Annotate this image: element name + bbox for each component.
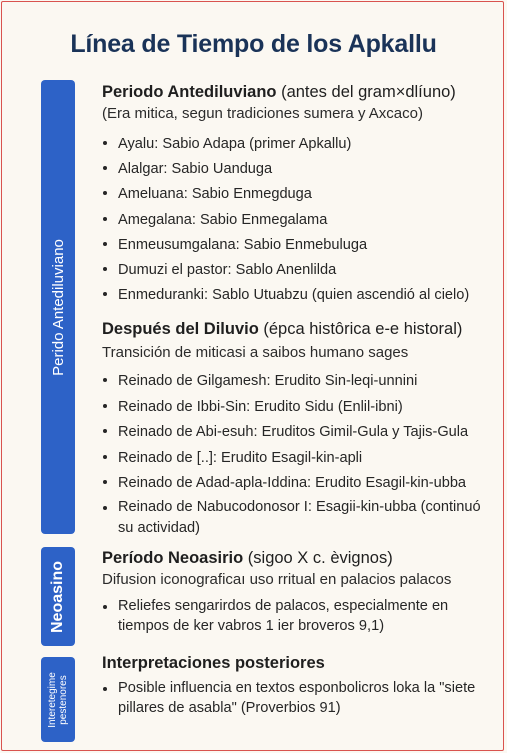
section-heading [102, 81, 497, 103]
list-item: Posible influencia en textos esponbolicros loka la "siete pillares de asabla" (Proverbios 91) [102, 678, 497, 718]
section-heading [102, 547, 497, 569]
section-heading-bold: Período Neoasirio [102, 549, 244, 567]
section-subtitle: (Era mitica, segun tradiciones sumera y Axcaco) [102, 105, 423, 122]
band-interpretaciones-label: Interetegime pestenores [47, 671, 69, 728]
list-item: Reinado de Abi-esuh: Eruditos Gimil-Gula y Tajis-Gula [102, 420, 497, 446]
detail-list [102, 596, 497, 636]
section-heading-rest: (sigoo X c. èvignos) [243, 549, 393, 567]
section-heading [102, 652, 497, 674]
sage-list [102, 132, 497, 308]
page-title: Línea de Tiempo de los Apkallu [70, 30, 437, 58]
list-item: Amegalana: Sabio Enmegalama [102, 208, 497, 233]
list-item: Enmeduranki: Sablo Utuabzu (quien ascendió al cielo) [102, 283, 497, 308]
list-item: Ameluana: Sabio Enmegduga [102, 182, 497, 207]
list-item: Reliefes sengarirdos de palacos, especialmente en tiempos de ker vabros 1 ier broveros 9,1) [102, 596, 497, 636]
list-item: Enmeusumgalana: Sabio Enmebuluga [102, 233, 497, 258]
detail-list [102, 678, 497, 718]
section-heading-bold: Interpretaciones posteriores [102, 654, 325, 672]
list-item: Ayalu: Sabio Adapa (primer Apkallu) [102, 132, 497, 157]
section-heading-rest: (épca histôrica e-e historal) [258, 320, 463, 338]
section-heading [102, 318, 497, 340]
list-item: Reinado de Nabucodonosor I: Esagii-kin-ubba (continuó su actividad) [102, 497, 497, 539]
band-interpretaciones [41, 657, 75, 742]
sage-list [102, 369, 497, 539]
section-heading-bold: Después del Diluvio [102, 320, 259, 338]
section-neoasirio [102, 547, 497, 636]
band-antediluvian [41, 80, 75, 534]
list-item: Alalgar: Sabio Uanduga [102, 157, 497, 182]
band-antediluvian-label: Perido Antediluviano [49, 238, 67, 376]
list-item: Reinado de Gilgamesh: Erudito Sin-leqi-unnini [102, 369, 497, 395]
list-item: Reinado de [..]: Erudito Esagil-kin-apli [102, 446, 497, 472]
section-subtitle: Transición de miticasi a saibos humano sages [102, 344, 409, 361]
section-heading-bold: Periodo Antediluviano [102, 83, 277, 101]
section-antediluvian [102, 81, 497, 308]
list-item: Dumuzi el pastor: Sablo Anenlilda [102, 258, 497, 283]
section-despues-diluvio [102, 318, 497, 539]
section-interpretaciones [102, 652, 497, 718]
band-neoasirio [41, 547, 75, 646]
section-heading-rest: (antes del gram×dlíuno) [276, 83, 456, 101]
list-item: Reinado de Adad-apla-Iddina: Erudito Esagil-kin-ubba [102, 471, 497, 497]
list-item: Reinado de Ibbi-Sin: Erudito Sidu (Enlil-ibni) [102, 395, 497, 421]
band-neoasirio-label: Neoasino [49, 560, 67, 633]
section-subtitle: Difusion iconograficaı uso rritual en palacios palacos [102, 571, 452, 588]
